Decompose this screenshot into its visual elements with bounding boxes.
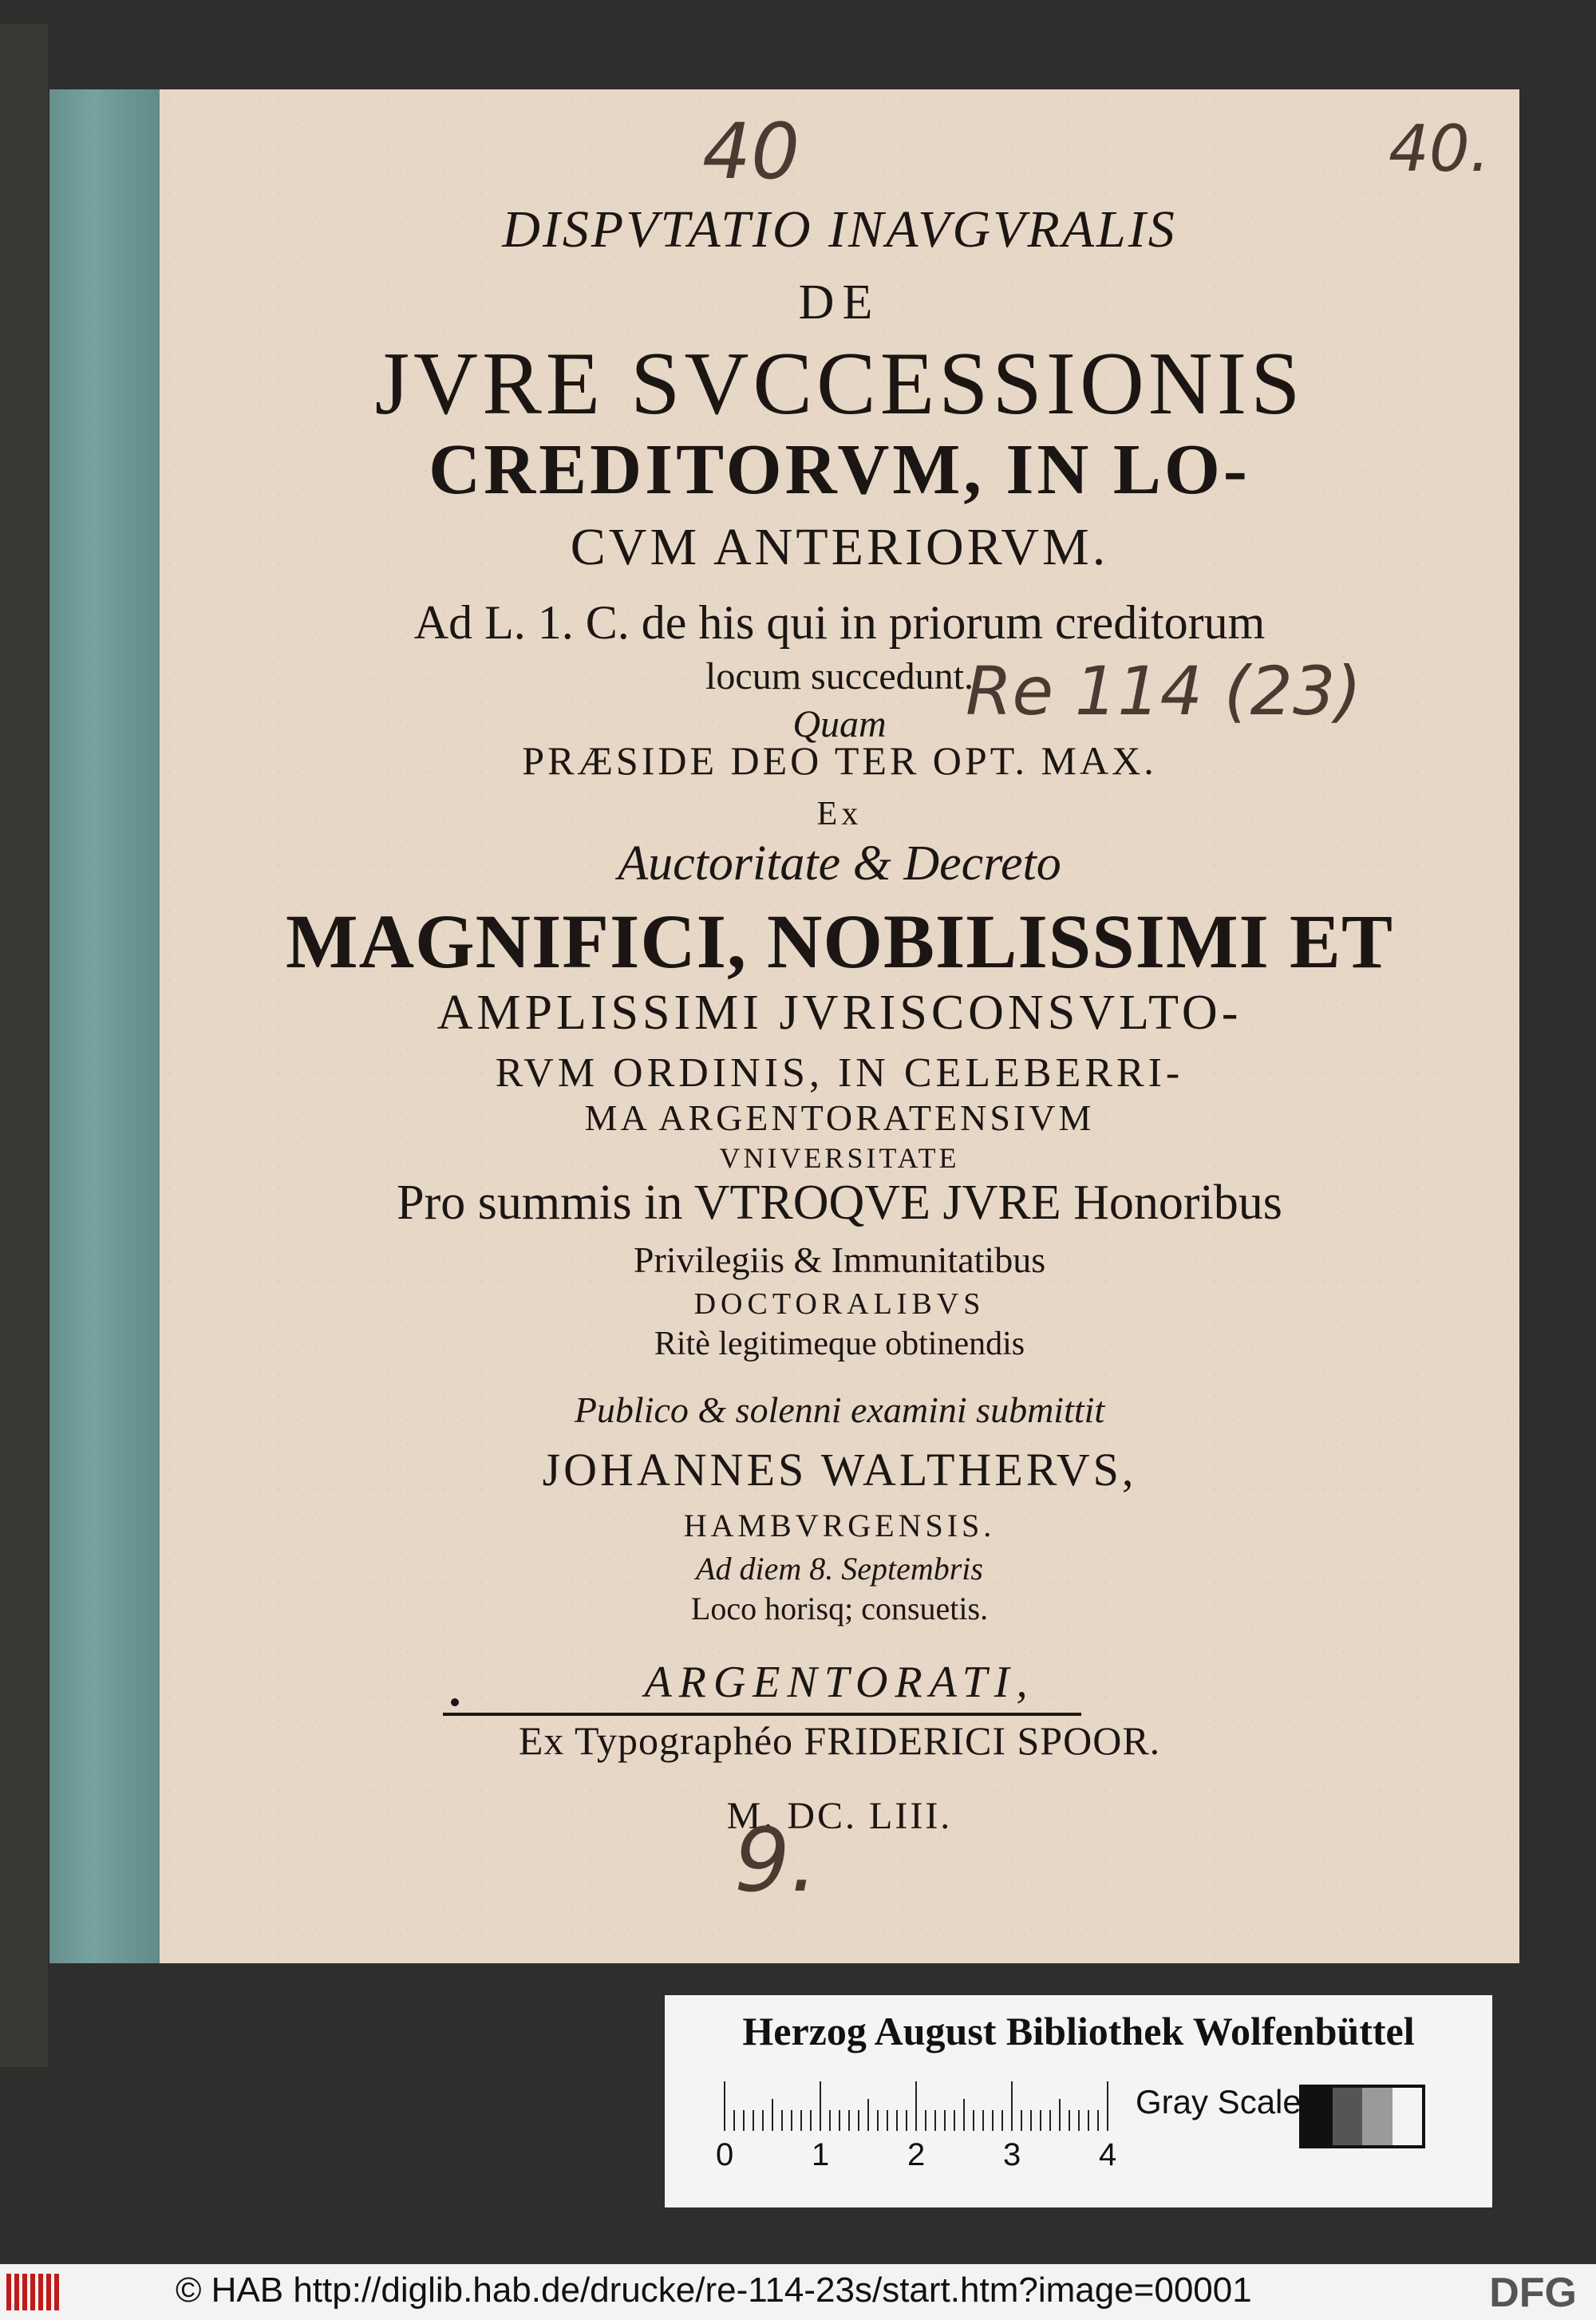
- ruler-tick: [762, 2110, 764, 2131]
- universitate-line: VNIVERSITATE: [719, 1142, 960, 1174]
- library-name: Herzog August Bibliothek Wolfenbüttel: [742, 2009, 1415, 2053]
- ruler-tick: [829, 2110, 831, 2131]
- subtitle-line-1: Ad L. 1. C. de his qui in priorum creditorum: [413, 596, 1266, 649]
- imprint-rule: [443, 1713, 1081, 1716]
- footer-url[interactable]: © HAB http://diglib.hab.de/drucke/re-114-23s/start.htm?image=00001: [176, 2271, 1252, 2310]
- ruler-tick: [915, 2081, 917, 2131]
- ruler-tick: [724, 2081, 725, 2131]
- author-line: JOHANNES WALTHERVS,: [542, 1444, 1137, 1496]
- barcode-bar: [38, 2274, 43, 2310]
- spine-binding: [49, 89, 160, 1963]
- gray-scale-label: Gray Scale: [1136, 2083, 1302, 2120]
- ruler-tick: [1078, 2110, 1080, 2131]
- ruler-number: 2: [907, 2137, 926, 2172]
- loco-line: Loco horisq; consuetis.: [690, 1591, 989, 1626]
- ruler-tick: [772, 2099, 773, 2131]
- gray-scale-swatches: [1299, 2085, 1425, 2148]
- ruler-tick: [992, 2110, 994, 2131]
- typographeo-line: Ex Typographéo FRIDERICI SPOOR.: [518, 1718, 1161, 1763]
- magnifici-line: MAGNIFICI, NOBILISSIMI ET: [286, 899, 1393, 984]
- barcode-icon: [6, 2274, 64, 2310]
- handwritten-number-top-center: 40: [702, 107, 800, 196]
- handwritten-number-bottom: 9.: [734, 1809, 818, 1911]
- publico-line: Publico & solenni examini submittit: [574, 1389, 1105, 1430]
- ruler-tick: [982, 2110, 984, 2131]
- ruler-tick: [1088, 2110, 1089, 2131]
- ruler-tick: [781, 2110, 783, 2131]
- handwritten-shelfmark: Re 114 (23): [966, 652, 1362, 730]
- barcode-bar: [6, 2274, 11, 2310]
- doctoralibus-line: DOCTORALIBVS: [693, 1287, 986, 1321]
- ruler-tick: [848, 2110, 850, 2131]
- ruler-tick: [896, 2110, 898, 2131]
- ruler-tick: [1011, 2081, 1013, 2131]
- barcode-bar: [54, 2274, 59, 2310]
- dfg-logo: DFG: [1489, 2270, 1577, 2316]
- ruler-tick: [973, 2110, 974, 2131]
- ruler-tick: [733, 2110, 735, 2131]
- rite-line: Ritè legitimeque obtinendis: [654, 1326, 1025, 1362]
- ruler-tick: [1021, 2110, 1022, 2131]
- privilegiis-line: Privilegiis & Immunitatibus: [633, 1239, 1046, 1280]
- ruler-tick: [1049, 2110, 1051, 2131]
- subtitle-line-2: locum succedunt.: [705, 655, 974, 698]
- ruler-tick: [867, 2099, 869, 2131]
- argentoratensium-line: MA ARGENTORATENSIVM: [584, 1097, 1095, 1138]
- library-label-card: [665, 1995, 1492, 2207]
- ruler-tick: [1097, 2110, 1099, 2131]
- ruler-tick: [906, 2110, 907, 2131]
- ruler-tick: [1040, 2110, 1041, 2131]
- pro-summis-line: Pro summis in VTROQVE JVRE Honoribus: [397, 1176, 1282, 1230]
- ruler-tick: [877, 2110, 879, 2131]
- ruler-number: 4: [1099, 2137, 1117, 2172]
- ruler-tick: [1069, 2110, 1070, 2131]
- ruler-tick: [1059, 2099, 1061, 2131]
- gray-swatch: [1302, 2088, 1333, 2145]
- ruler-tick: [963, 2099, 965, 2131]
- ruler-tick: [858, 2110, 859, 2131]
- scale-ruler: [724, 2081, 1107, 2131]
- ruler-tick: [1001, 2110, 1003, 2131]
- quam-line: Quam: [792, 703, 887, 745]
- ruler-tick: [1107, 2081, 1108, 2131]
- ruler-tick: [753, 2110, 754, 2131]
- argentorati-line: ARGENTORATI,: [644, 1658, 1035, 1707]
- ruler-number: 3: [1003, 2137, 1021, 2172]
- ruler-tick: [800, 2110, 802, 2131]
- gray-swatch: [1393, 2088, 1423, 2145]
- auctoritate-line: Auctoritate & Decreto: [618, 836, 1061, 891]
- ex-line: Ex: [816, 796, 863, 832]
- barcode-bar: [30, 2274, 35, 2310]
- barcode-bar: [14, 2274, 19, 2310]
- ruler-tick: [743, 2110, 745, 2131]
- ordinis-line: RVM ORDINIS, IN CELEBERRI-: [495, 1050, 1184, 1096]
- ruler-tick: [954, 2110, 955, 2131]
- book-backing: [0, 24, 48, 2067]
- title-line-2: DE: [798, 275, 881, 330]
- barcode-bar: [46, 2274, 51, 2310]
- ruler-number: 0: [716, 2137, 734, 2172]
- gray-swatch: [1362, 2088, 1393, 2145]
- barcode-bar: [22, 2274, 27, 2310]
- hamburgensis-line: HAMBVRGENSIS.: [683, 1508, 996, 1543]
- ruler-tick: [934, 2110, 936, 2131]
- title-line-5: CVM ANTERIORVM.: [570, 518, 1109, 576]
- ruler-tick: [887, 2110, 888, 2131]
- date-line: M. DC. LIII.: [726, 1795, 953, 1837]
- title-line-1: DISPVTATIO INAVGVRALIS: [502, 200, 1177, 259]
- ruler-numbers: [711, 2137, 1126, 2177]
- margin-dot: [451, 1698, 459, 1706]
- praeside-line: PRÆSIDE DEO TER OPT. MAX.: [522, 738, 1157, 783]
- title-line-3: JVRE SVCCESSIONIS: [374, 334, 1305, 433]
- ruler-tick: [925, 2110, 926, 2131]
- page-content: [160, 89, 1519, 1963]
- gray-swatch: [1333, 2088, 1363, 2145]
- amplissimi-line: AMPLISSIMI JVRISCONSVLTO-: [437, 986, 1242, 1040]
- ad-diem-line: Ad diem 8. Septembris: [696, 1551, 983, 1587]
- ruler-tick: [1030, 2110, 1032, 2131]
- title-line-4: CREDITORVM, IN LO-: [429, 430, 1250, 509]
- ruler-tick: [944, 2110, 946, 2131]
- ruler-tick: [791, 2110, 792, 2131]
- ruler-tick: [839, 2110, 840, 2131]
- ruler-number: 1: [812, 2137, 830, 2172]
- ruler-tick: [810, 2110, 812, 2131]
- handwritten-number-top-right: 40.: [1389, 112, 1491, 186]
- ruler-tick: [820, 2081, 821, 2131]
- footer-bar: [0, 2264, 1596, 2320]
